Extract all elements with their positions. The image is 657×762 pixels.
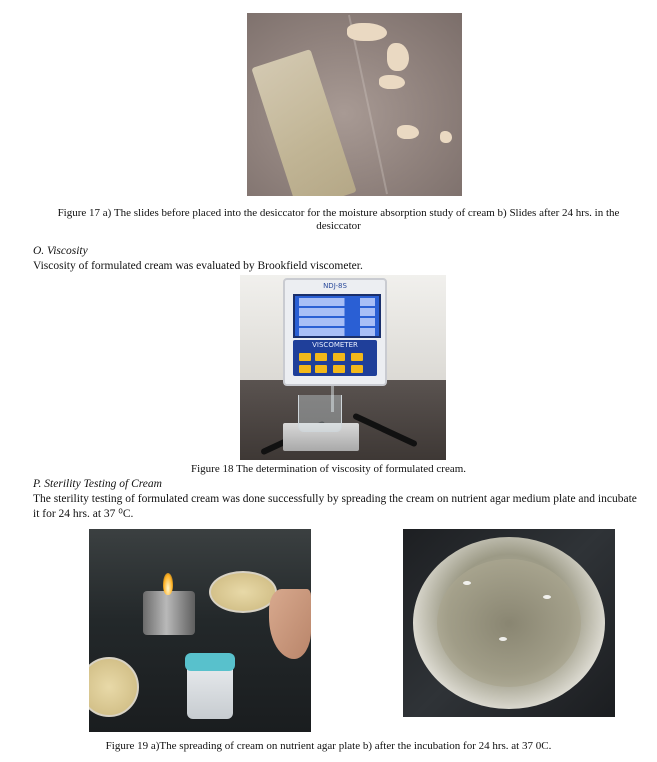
viscometer-display (293, 294, 381, 338)
section-heading-sterility: P. Sterility Testing of Cream (33, 478, 162, 490)
figure-19a-photo (89, 529, 311, 732)
body-line: The sterility testing of formulated cream was done successfully by spreading the cream on nutrient agar medium plate and incubate (33, 493, 637, 505)
viscometer-label: VISCOMETER (312, 341, 358, 349)
viscometer-brand: NDJ-8S (323, 282, 347, 290)
cream-jar-lid (185, 653, 235, 671)
flame (163, 573, 173, 595)
cream-flake (347, 23, 387, 41)
glass-slide-a (251, 49, 356, 196)
light-reflection (499, 637, 507, 641)
keypad-key (315, 365, 327, 373)
sample-beaker (298, 395, 342, 432)
figure-19b-photo (403, 529, 615, 717)
light-reflection (543, 595, 551, 599)
figure-17-photo (247, 13, 462, 196)
viscometer-keypad (293, 340, 377, 376)
caption-line: desiccator (316, 220, 361, 232)
caption-line: Figure 17 a) The slides before placed into the desiccator for the moisture absorption study of cream b) Slides after 24 hrs. in the (57, 207, 620, 219)
glass-slide-edge (348, 15, 388, 194)
body-line: it for 24 hrs. at 37 ⁰C. (33, 508, 134, 520)
cream-flake (387, 43, 409, 71)
figure-17-caption (20, 207, 657, 233)
cream-flake (440, 131, 452, 143)
keypad-key (299, 365, 311, 373)
keypad-key (333, 353, 345, 361)
agar-plate (209, 571, 277, 613)
cream-flake (379, 75, 405, 89)
cream-flake (397, 125, 419, 139)
viscometer-body (283, 278, 387, 386)
agar-surface (437, 559, 581, 687)
figure-18-photo (240, 275, 446, 460)
keypad-key (351, 365, 363, 373)
section-body-viscosity: Viscosity of formulated cream was evaluated by Brookfield viscometer. (33, 260, 363, 272)
keypad-key (333, 365, 345, 373)
spirit-lamp (143, 591, 195, 635)
petri-dish (89, 657, 139, 717)
hand (269, 589, 311, 659)
keypad-key (299, 353, 311, 361)
light-reflection (463, 581, 471, 585)
keypad-key (351, 353, 363, 361)
figure-19-caption: Figure 19 a)The spreading of cream on nutrient agar plate b) after the incubation for 24 hrs. at 37 0C. (105, 740, 552, 752)
keypad-key (315, 353, 327, 361)
figure-18-caption: Figure 18 The determination of viscosity of formulated cream. (190, 463, 467, 475)
section-body-sterility (33, 492, 657, 522)
section-heading-viscosity: O. Viscosity (33, 245, 88, 257)
